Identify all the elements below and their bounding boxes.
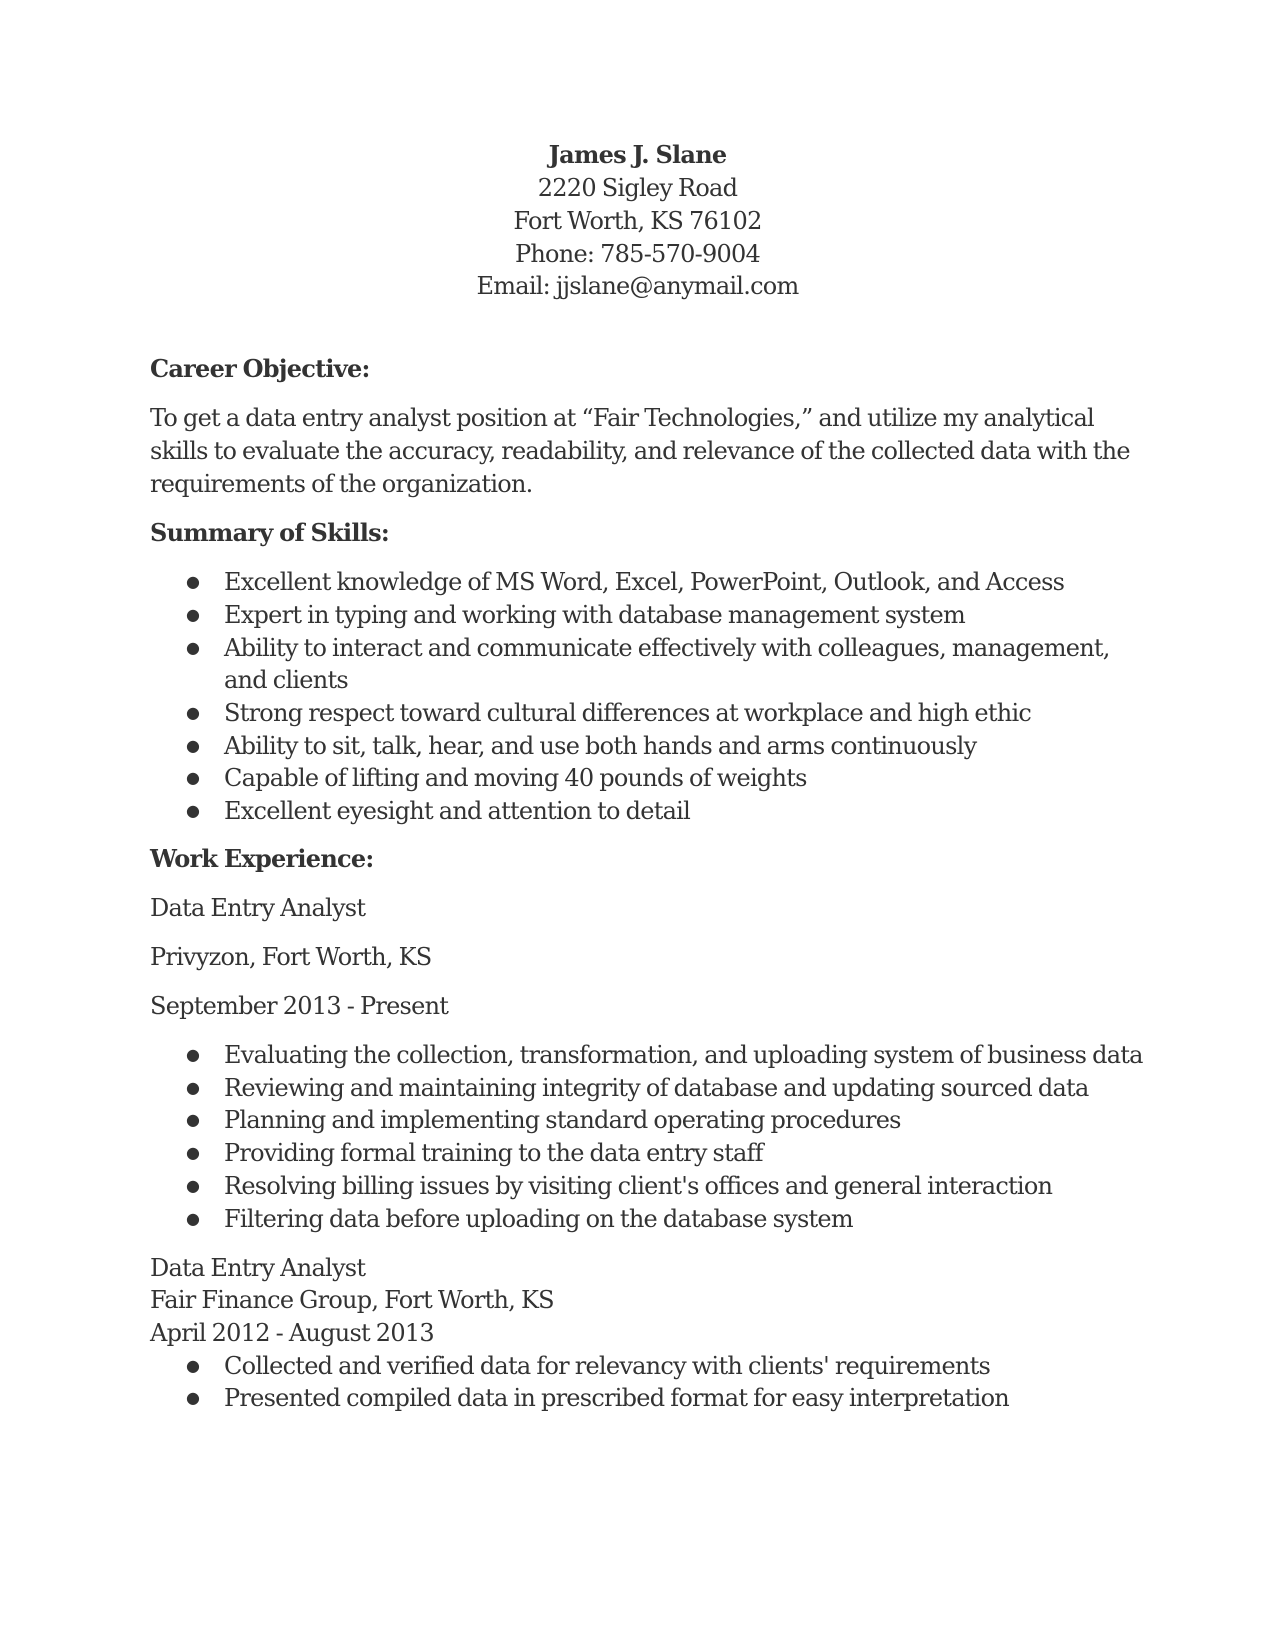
objective-line: skills to evaluate the accuracy, readability, and relevance of the collected data with the: [150, 437, 1130, 465]
duty-item: Filtering data before uploading on the database system: [224, 1205, 853, 1233]
bullet-icon: ●: [186, 638, 200, 657]
job-title: Data Entry Analyst: [150, 1254, 366, 1282]
candidate-name: James J. Slane: [548, 140, 727, 169]
bullet-icon: ●: [186, 1045, 200, 1064]
bullet-icon: ●: [186, 605, 200, 624]
skill-item: Strong respect toward cultural differences at workplace and high ethic: [224, 699, 1032, 727]
job-company: Privyzon, Fort Worth, KS: [150, 943, 432, 971]
duty-item: Providing formal training to the data entry staff: [224, 1139, 763, 1167]
bullet-icon: ●: [186, 801, 200, 820]
address-line-1: 2220 Sigley Road: [537, 174, 738, 202]
duty-item: Resolving billing issues by visiting client's offices and general interaction: [224, 1172, 1053, 1200]
bullet-icon: ●: [186, 1110, 200, 1129]
skill-item: Expert in typing and working with database management system: [224, 601, 965, 629]
job-dates: September 2013 - Present: [150, 992, 449, 1020]
bullet-icon: ●: [186, 1078, 200, 1097]
bullet-icon: ●: [186, 1209, 200, 1228]
duty-item: Planning and implementing standard operating procedures: [224, 1106, 901, 1134]
address-line-2: Fort Worth, KS 76102: [513, 207, 762, 235]
objective-line: To get a data entry analyst position at “Fair Technologies,” and utilize my analytical: [150, 404, 1094, 432]
bullet-icon: ●: [186, 768, 200, 787]
duty-item: Collected and verified data for relevancy with clients' requirements: [224, 1352, 991, 1380]
work-experience-heading: Work Experience:: [150, 844, 374, 873]
job-dates: April 2012 - August 2013: [150, 1319, 434, 1347]
skill-item: Excellent eyesight and attention to detail: [224, 797, 690, 825]
career-objective-heading: Career Objective:: [150, 354, 370, 383]
duty-item: Reviewing and maintaining integrity of database and updating sourced data: [224, 1074, 1089, 1102]
bullet-icon: ●: [186, 572, 200, 591]
job-company: Fair Finance Group, Fort Worth, KS: [150, 1286, 554, 1314]
skill-item: Ability to interact and communicate effectively with colleagues, management,: [224, 634, 1110, 662]
bullet-icon: ●: [186, 703, 200, 722]
duty-item: Evaluating the collection, transformation, and uploading system of business data: [224, 1041, 1143, 1069]
skills-heading: Summary of Skills:: [150, 518, 389, 547]
duty-item: Presented compiled data in prescribed format for easy interpretation: [224, 1384, 1009, 1412]
email-line: Email: jjslane@anymail.com: [476, 272, 799, 300]
skill-item-continuation: and clients: [224, 666, 348, 694]
bullet-icon: ●: [186, 1143, 200, 1162]
bullet-icon: ●: [186, 1388, 200, 1407]
job-title: Data Entry Analyst: [150, 894, 366, 922]
skill-item: Ability to sit, talk, hear, and use both hands and arms continuously: [224, 732, 977, 760]
bullet-icon: ●: [186, 1356, 200, 1375]
bullet-icon: ●: [186, 736, 200, 755]
phone-line: Phone: 785-570-9004: [514, 240, 761, 268]
skill-item: Excellent knowledge of MS Word, Excel, PowerPoint, Outlook, and Access: [224, 568, 1065, 596]
bullet-icon: ●: [186, 1176, 200, 1195]
objective-line: requirements of the organization.: [150, 470, 533, 498]
skill-item: Capable of lifting and moving 40 pounds of weights: [224, 764, 807, 792]
